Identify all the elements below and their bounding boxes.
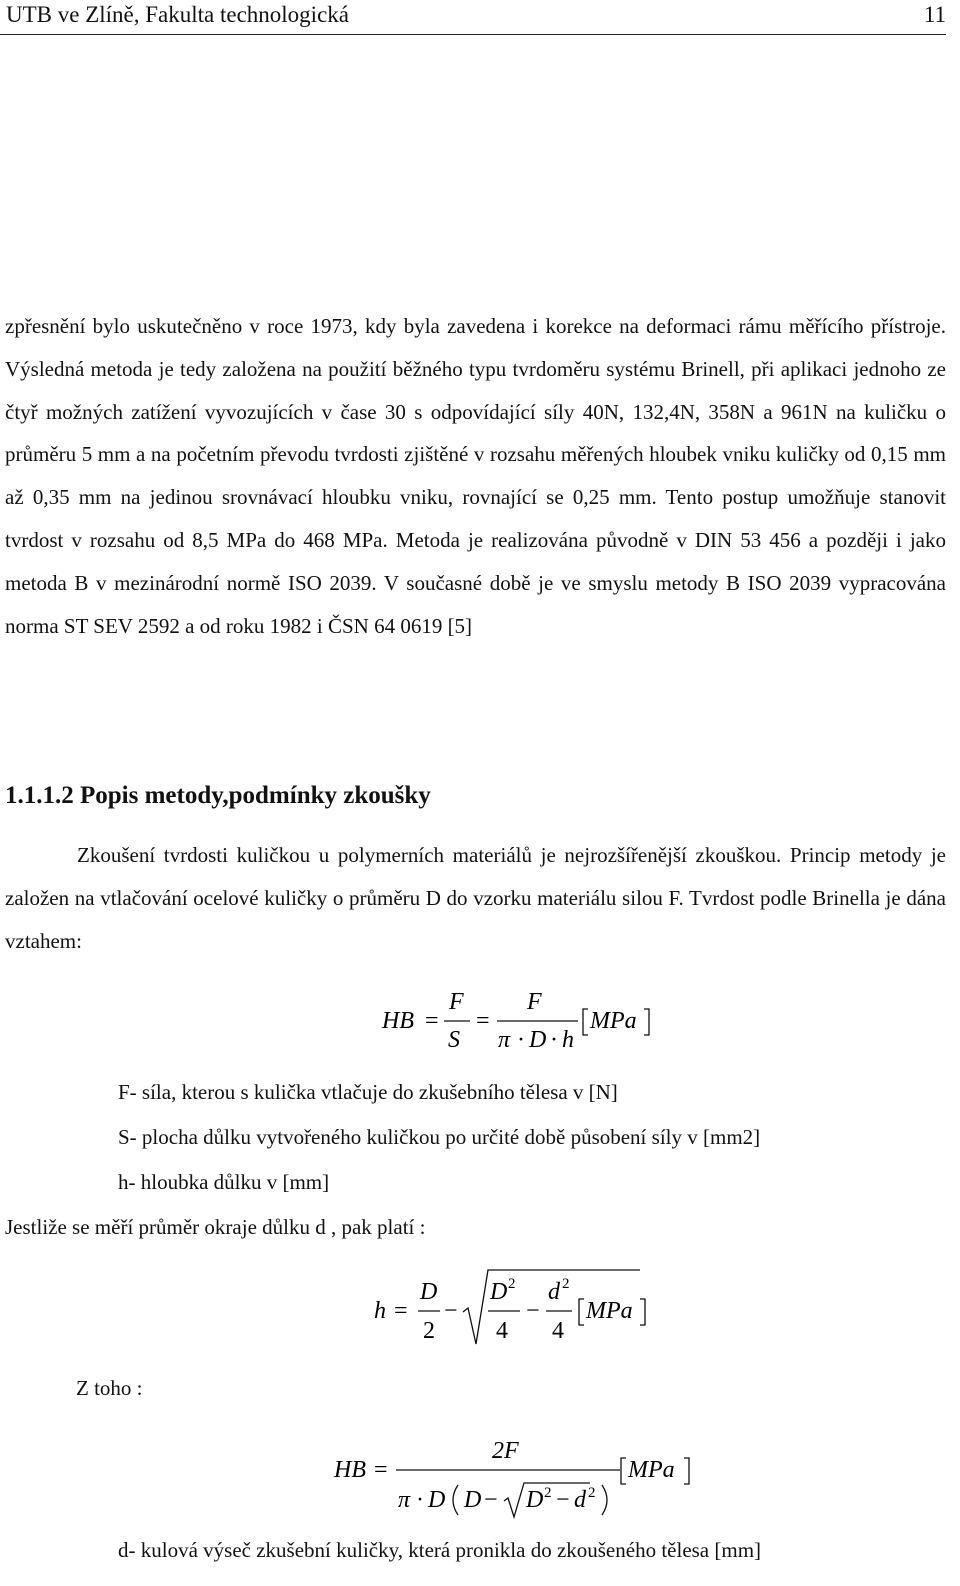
f3-minus: − xyxy=(484,1487,498,1513)
f3-d: d xyxy=(574,1487,586,1513)
f2-lhs: h xyxy=(374,1298,386,1324)
brinell-formula xyxy=(370,975,670,1065)
f3-bracket-right xyxy=(684,1458,689,1484)
f1-num2: F xyxy=(527,989,542,1015)
f1-eq1: = xyxy=(425,1008,439,1034)
definition-F: F- síla, kterou s kulička vtlačuje do zkušebního tělesa v [N] xyxy=(118,1080,618,1104)
f1-den1: S xyxy=(448,1027,460,1053)
brinell-diameter-formula xyxy=(330,1425,710,1525)
f1-num1: F xyxy=(449,989,464,1015)
f2-den3: 4 xyxy=(552,1318,564,1344)
f1-bracket-right xyxy=(644,1009,649,1035)
f1-eq2: = xyxy=(476,1008,490,1034)
f3-paren-right xyxy=(602,1485,607,1515)
f2-minus: − xyxy=(444,1298,458,1324)
f1-dot1: · xyxy=(517,1027,525,1053)
f3-num: 2F xyxy=(492,1438,519,1464)
f3-bracket-left xyxy=(621,1458,626,1484)
f3-paren-left xyxy=(453,1485,458,1515)
f2-exp2: 2 xyxy=(562,1276,570,1292)
f3-D: D xyxy=(428,1487,446,1513)
f2-den2: 4 xyxy=(496,1318,508,1344)
z-toho-label: Z toho : xyxy=(76,1376,143,1400)
f1-lhs: HB xyxy=(382,1008,414,1034)
f1-pi: π xyxy=(498,1027,511,1053)
definition-h: h- hloubka důlku v [mm] xyxy=(118,1170,330,1194)
f3-pi: π xyxy=(398,1487,411,1513)
f1-D: D xyxy=(529,1027,547,1053)
f3-eq: = xyxy=(374,1457,388,1483)
f3-lhs: HB xyxy=(334,1457,366,1483)
f2-bracket-right xyxy=(640,1299,645,1325)
depth-formula xyxy=(368,1262,668,1362)
definition-S: S- plocha důlku vytvořeného kuličkou po určité době působení síly v [mm2] xyxy=(118,1125,761,1149)
definition-d: d- kulová výseč zkušební kuličky, která pronikla do zkoušeného tělesa [mm] xyxy=(118,1538,762,1562)
f2-unit: MPa xyxy=(586,1298,633,1324)
f3-D-inner: D xyxy=(464,1487,482,1513)
f1-bracket-left xyxy=(583,1009,588,1035)
f2-minus2: − xyxy=(526,1298,540,1324)
method-paragraph: Zkoušení tvrdosti kuličkou u polymerních materiálů je nejrozšířenější zkouškou. Princip metody je založen na vtlačování ocelové kuličky o průměru D do vzorku materiálu silou F. Tvrdost podle Brinella je dána vztahem: xyxy=(5,843,946,953)
f2-exp1: 2 xyxy=(508,1276,516,1292)
intro-paragraph: zpřesnění bylo uskutečněno v roce 1973, kdy byla zavedena i korekce na deformaci rámu měřícího přístroje. Výsledná metoda je tedy založena na použití běžného typu tvrdoměru systému Brinell, při aplikaci jednoho ze čtyř možných zatížení vyvozujících v čase 30 s odpovídající síly 40N, 132,4N, 358N a 961N na kuličku o průměru 5 mm a na početním převodu tvrdosti zjištěné v rozsahu měřených hloubek vniku kuličky od 0,15 mm až 0,35 mm na jedinou srovnávací hloubku vniku, rovnající se 0,25 mm. Tento postup umožňuje stanovit tvrdost v rozsahu od 8,5 MPa do 468 MPa. Metoda je realizována původně v DIN 53 456 a později i jako metoda B v mezinárodní normě ISO 2039. V současné době je ve smyslu metody B ISO 2039 vypracována norma ST SEV 2592 a od roku 1982 i ČSN 64 0619 [5] xyxy=(5,314,946,638)
f3-minus2: − xyxy=(556,1487,570,1513)
page-number: 11 xyxy=(923,2,946,27)
f2-num1: D xyxy=(420,1279,438,1305)
condition-line: Jestliže se měří průměr okraje důlku d , pak platí : xyxy=(5,1215,426,1239)
f2-num2: D xyxy=(490,1279,508,1305)
f1-h: h xyxy=(562,1027,574,1053)
f2-bracket-left xyxy=(579,1299,584,1325)
f1-unit: MPa xyxy=(590,1008,637,1034)
page-header xyxy=(0,0,946,35)
header-title: UTB ve Zlíně, Fakulta technologická xyxy=(6,2,349,27)
f3-unit: MPa xyxy=(628,1457,675,1483)
f3-exp2: 2 xyxy=(588,1485,596,1501)
f3-D2: D xyxy=(526,1487,544,1513)
f3-dot: · xyxy=(416,1487,424,1513)
section-heading: 1.1.1.2 Popis metody,podmínky zkoušky xyxy=(5,782,431,809)
f2-eq: = xyxy=(394,1298,408,1324)
f1-dot2: · xyxy=(550,1027,558,1053)
f2-den1: 2 xyxy=(423,1318,435,1344)
f2-num3: d xyxy=(548,1279,560,1305)
f3-exp1: 2 xyxy=(544,1485,552,1501)
